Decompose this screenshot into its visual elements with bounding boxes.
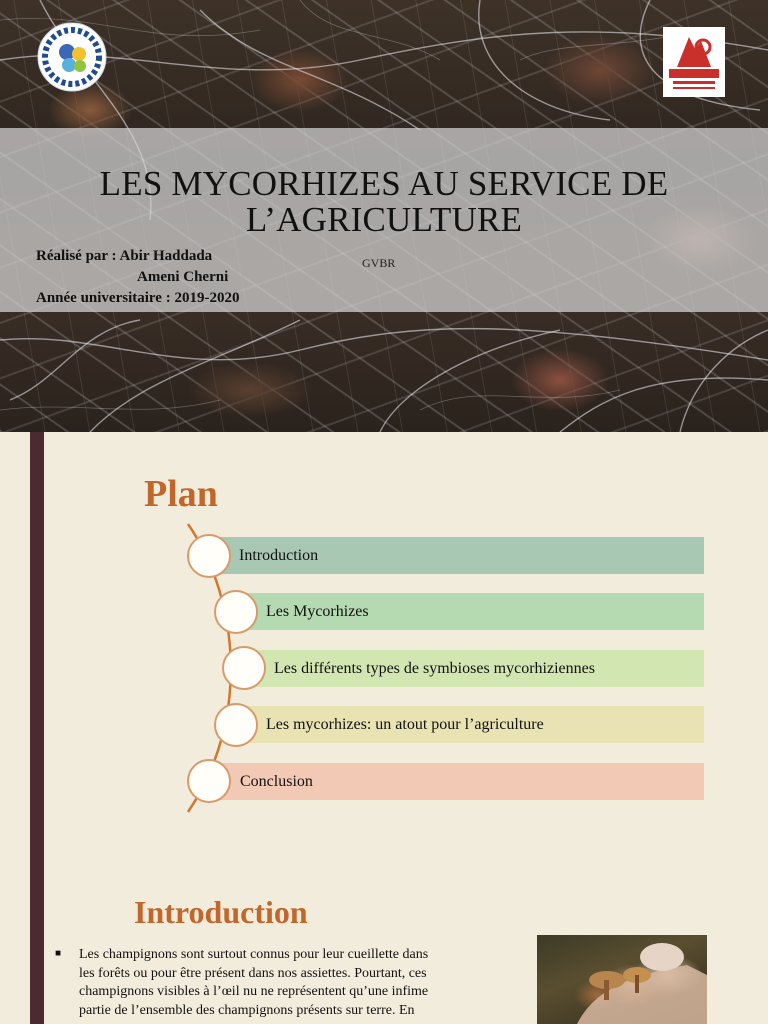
plan-item-label: Les mycorhizes: un atout pour l’agriculture bbox=[266, 715, 544, 733]
text-line: partie de l’ensemble des champignons présents sur terre. En bbox=[79, 1002, 415, 1018]
year-value: 2019-2020 bbox=[174, 290, 240, 306]
plan-item-label: Conclusion bbox=[240, 772, 313, 790]
introduction-slide bbox=[0, 864, 768, 1024]
authors-row-1 bbox=[36, 246, 239, 267]
plan-item-mycorhizes[interactable] bbox=[236, 593, 704, 630]
bullet-icon: ■ bbox=[55, 948, 62, 959]
presentation-title bbox=[0, 166, 768, 238]
title-line-2: L’AGRICULTURE bbox=[245, 200, 523, 239]
slide-sidebar bbox=[30, 432, 44, 864]
plan-bullet-circle bbox=[187, 759, 231, 803]
author-2: Ameni Cherni bbox=[137, 269, 229, 285]
introduction-title: Introduction bbox=[134, 894, 308, 930]
text-line: champignons visibles à l’œil nu ne représentent qu’une infime bbox=[79, 984, 429, 999]
tag-label: GVBR bbox=[362, 256, 396, 270]
plan-slide bbox=[0, 432, 768, 864]
plan-bullet-circle bbox=[214, 703, 258, 747]
slide-sidebar bbox=[30, 864, 44, 1024]
text-line: les forêts ou pour être présent dans nos assiettes. Pourtant, ces bbox=[79, 965, 427, 981]
year-label: Année universitaire : bbox=[36, 290, 171, 306]
title-line-1: LES MYCORHIZES AU SERVICE DE bbox=[99, 164, 669, 203]
plan-title: Plan bbox=[144, 473, 218, 515]
mushroom-photo bbox=[537, 935, 707, 1024]
plan-item-introduction[interactable] bbox=[208, 537, 704, 574]
made-by-label: Réalisé par : bbox=[36, 248, 117, 264]
year-row bbox=[36, 288, 239, 309]
plan-item-atout[interactable] bbox=[236, 706, 704, 743]
introduction-paragraph bbox=[79, 946, 489, 1020]
university-logo bbox=[663, 27, 725, 97]
plan-item-types[interactable] bbox=[246, 650, 704, 687]
author-1: Abir Haddada bbox=[119, 248, 213, 264]
plan-item-label: Les différents types de symbioses mycorhiziennes bbox=[274, 659, 595, 677]
plan-item-label: Introduction bbox=[239, 546, 319, 564]
plan-item-conclusion[interactable] bbox=[208, 763, 704, 800]
plan-bullet-circle bbox=[214, 590, 258, 634]
plan-item-label: Les Mycorhizes bbox=[266, 602, 369, 620]
text-line: Les champignons sont surtout connus pour leur cueillette dans bbox=[79, 947, 429, 962]
title-slide bbox=[0, 0, 768, 432]
credits-block bbox=[36, 246, 239, 309]
gear-logo bbox=[37, 22, 107, 92]
plan-bullet-circle bbox=[187, 534, 231, 578]
plan-bullet-circle bbox=[222, 646, 266, 690]
